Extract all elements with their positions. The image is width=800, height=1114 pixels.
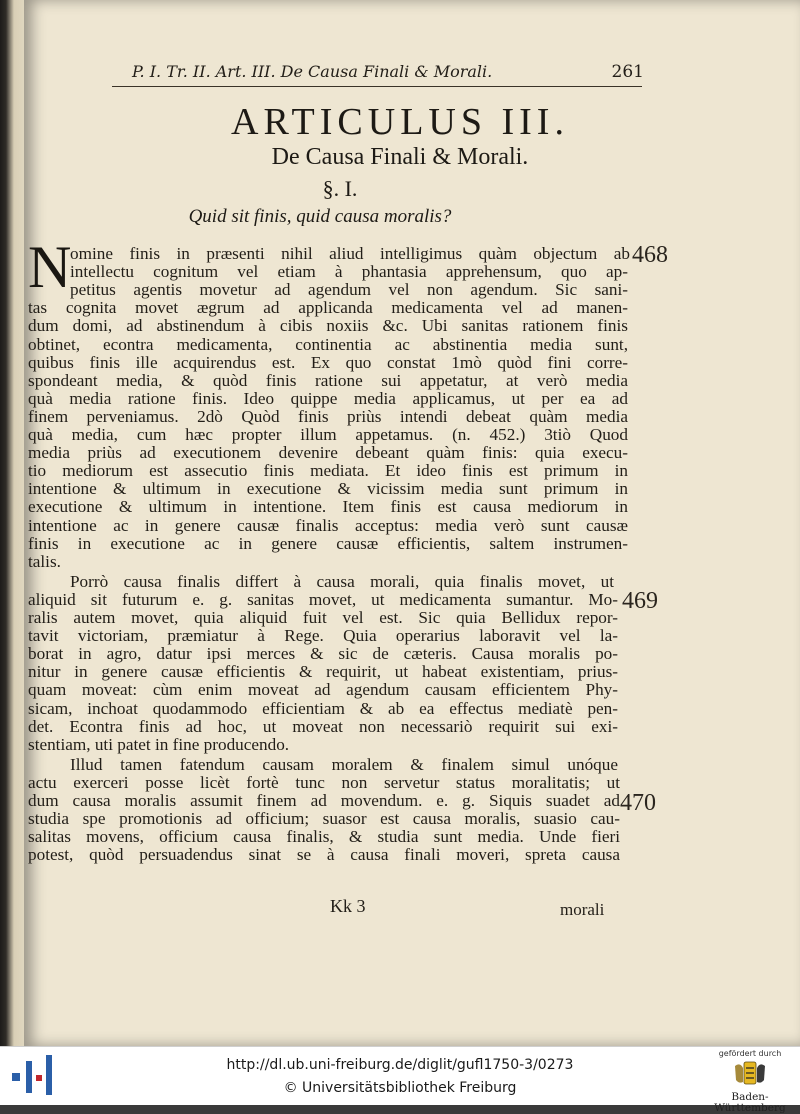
text-line: tio mediorum est assecutio finis mediata. Et ideo finis est primum in	[28, 461, 628, 481]
text-line: intentione & ultimum in executione & vicissim media sunt primum in	[28, 479, 628, 499]
running-title: P. I. Tr. II. Art. III. De Causa Finali & Morali.	[132, 62, 493, 81]
text-line: tas cognita movet ægrum ad applicanda medicamenta vel ad manen-	[28, 298, 628, 318]
article-title: ARTICULUS III.	[231, 101, 569, 143]
text-line: quibus finis ille acquirendus est. Ex quo constat 1mò quòd fini corre-	[28, 352, 628, 372]
text-line: quam moveat: cùm enim moveat ad agendum causam efficientem Phy-	[28, 680, 618, 700]
margin-number: 468	[632, 242, 668, 268]
catchword: morali	[560, 900, 605, 919]
text-line: salitas movens, officium causa finalis, & studia sunt media. Unde fieri	[28, 827, 620, 847]
text-line: talis.	[28, 551, 61, 571]
signature-mark: Kk 3	[330, 896, 366, 916]
section-question: Quid sit finis, quid causa moralis?	[188, 206, 452, 227]
text-line: intellectu cognitum vel etiam à phantasia apprehensum, quo ap-	[70, 262, 628, 282]
text-line: tavit victoriam, præmiatur à Rege. Quia operarius laboravit vel la-	[28, 626, 618, 646]
text-line: spondeant media, & quòd finis ratione sui appetatur, at verò media	[28, 370, 628, 390]
section-number: §. I.	[322, 176, 358, 201]
sponsor-name: Baden-Württemberg	[714, 1091, 786, 1114]
text-line: obtinet, econtra medicamenta, continentia ac abstinentia media sunt,	[28, 334, 628, 354]
coat-of-arms-icon	[732, 1060, 768, 1088]
sponsor-block	[704, 1049, 796, 1114]
text-line: dum domi, ad abstinendum à cibis noxiis &c. Ubi sanitas rationem finis	[28, 316, 628, 336]
text-line: quà media, cum hæc propter illum appetamus. (n. 452.) 3tiò Quod	[28, 425, 628, 444]
page-number: 261	[611, 62, 644, 82]
sponsor-label: gefördert durch	[718, 1049, 782, 1058]
text-line: aliquid sit futurum e. g. sanitas movet, ut medicamenta sumantur. Mo-	[28, 589, 618, 609]
text-line: ralis autem movet, quia aliquid fuit vel est. Sic quia Bellidux repor-	[28, 608, 618, 627]
text-line: petitus agentis movetur ad agendum vel non agendum. Sic sani-	[70, 280, 628, 300]
permalink-link[interactable]: http://dl.ub.uni-freiburg.de/diglit/gufl1750-3/0273	[226, 1057, 574, 1073]
text-line: det. Econtra finis ad hoc, ut moveat non necessariò requirit sui exi-	[28, 716, 618, 736]
text-line: borat in agro, datur ipsi merces & sic de cæteris. Causa moralis po-	[28, 644, 618, 664]
margin-number: 469	[622, 588, 658, 614]
text-line: finem perveniamus. 2dò Quòd finis priùs intendi debeat quàm media	[28, 406, 628, 426]
text-line: studia spe promotionis ad officium; suasor est causa moralis, suasio cau-	[28, 809, 620, 829]
text-line: actu exerceri posse licèt fortè tunc non servetur status moralitatis; ut	[28, 772, 620, 792]
text-line: quà media ratione finis. Ideo quippe media applicamus, ut per ea ad	[28, 388, 628, 408]
copyright-text: © Universitätsbibliothek Freiburg	[283, 1080, 517, 1096]
text-line: sicam, inchoat quodammodo efficientiam & ab ea effectus mediatè pen-	[28, 698, 618, 718]
text-line: intentione ac in genere causæ finalis acceptus: media verò sunt causæ	[28, 515, 628, 535]
text-line: potest, quòd persuadendus sinat se à causa finali moveri, spreta causa	[28, 845, 620, 865]
footer-bar	[0, 1046, 800, 1114]
drop-cap: N	[28, 234, 72, 300]
text-line: nitur in genere causæ efficientis & requirit, ut habeat existentiam, prius-	[28, 662, 618, 682]
article-subtitle: De Causa Finali & Morali.	[271, 144, 529, 170]
text-line: stentiam, uti patet in fine producendo.	[28, 734, 290, 754]
text-line: Illud tamen fatendum causam moralem & finalem simul unóque	[70, 754, 618, 774]
text-line: dum causa moralis assumit finem ad movendum. e. g. Siquis suadet ad	[28, 791, 620, 810]
margin-number: 470	[620, 790, 656, 816]
text-line: Porrò causa finalis differt à causa morali, quia finalis movet, ut	[70, 571, 614, 591]
text-line: omine finis in præsenti nihil aliud intelligimus quàm objectum ab	[70, 244, 630, 263]
text-line: media priùs ad executionem devenire debeant quàm finis: quia execu-	[28, 443, 628, 463]
text-line: finis in executione ac in genere causæ efficientis, saltem instrumen-	[28, 533, 628, 553]
text-line: executione & ultimum in intentione. Item finis est causa mediorum in	[28, 497, 628, 517]
